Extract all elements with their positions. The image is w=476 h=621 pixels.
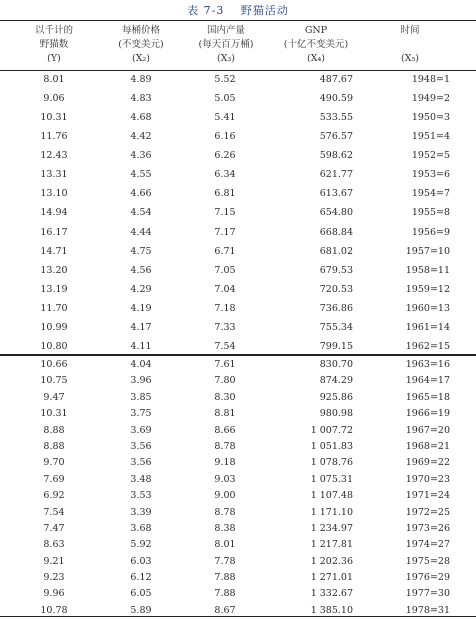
table-cell: 4.75 xyxy=(130,245,152,257)
table-cell: 576.57 xyxy=(319,131,353,143)
table-cell: 8.88 xyxy=(43,440,65,452)
table-cell: 3.85 xyxy=(130,391,152,403)
table-cell: 9.03 xyxy=(214,473,236,485)
table-cell: 3.96 xyxy=(130,375,152,387)
table-cell: 4.44 xyxy=(130,226,152,238)
table-cell: 4.04 xyxy=(130,359,152,370)
table-cell: 6.12 xyxy=(130,572,152,584)
table-cell: 7.33 xyxy=(214,321,236,333)
table-cell: 1964=17 xyxy=(405,375,450,387)
table-cell: 8.78 xyxy=(214,506,236,518)
table-cell: 755.34 xyxy=(319,321,353,333)
table-row xyxy=(0,586,476,602)
table-cell: 1952=5 xyxy=(411,150,450,162)
table-cell: 720.53 xyxy=(319,283,353,295)
table-cell: 533.55 xyxy=(319,112,353,124)
table-cell: 10.31 xyxy=(40,112,68,124)
table-cell: 7.47 xyxy=(43,522,65,534)
table-cell: 736.86 xyxy=(319,302,353,314)
table-cell: 10.75 xyxy=(40,375,68,387)
table-cell: 1956=9 xyxy=(411,226,450,238)
table-body-part1 xyxy=(0,70,476,356)
table-row xyxy=(0,455,476,471)
table-cell: 16.17 xyxy=(40,226,68,238)
table-cell: 1967=20 xyxy=(405,424,450,436)
table-cell: 3.69 xyxy=(130,424,152,436)
header-x5: 时间 (X₅) xyxy=(400,25,420,64)
table-cell: 13.10 xyxy=(40,188,68,200)
table-cell: 1953=6 xyxy=(411,169,450,181)
table-cell: 7.69 xyxy=(43,473,65,485)
table-cell: 490.59 xyxy=(319,93,353,105)
table-cell: 7.61 xyxy=(214,359,236,370)
table-row xyxy=(0,242,476,261)
table-cell: 598.62 xyxy=(319,150,353,162)
table-cell: 10.66 xyxy=(40,359,68,370)
table-cell: 1978=31 xyxy=(405,604,450,616)
table-cell: 9.96 xyxy=(43,588,65,600)
table-row xyxy=(0,184,476,203)
table-name: 野猫活动 xyxy=(240,4,289,17)
table-cell: 3.56 xyxy=(130,457,152,469)
table-cell: 1968=21 xyxy=(405,440,450,452)
table-cell: 1966=19 xyxy=(405,408,450,420)
header-x3: 国内产量 (每天百万桶) (X₃) xyxy=(198,25,254,64)
table-cell: 621.77 xyxy=(319,169,353,181)
table-row xyxy=(0,318,476,337)
table-row xyxy=(0,406,476,422)
table-cell: 1955=8 xyxy=(411,207,450,219)
table-cell: 1 332.67 xyxy=(310,588,353,600)
table-row xyxy=(0,357,476,373)
table-cell: 1971=24 xyxy=(405,490,450,502)
table-cell: 6.26 xyxy=(214,150,236,162)
table-cell: 1976=29 xyxy=(405,572,450,584)
table-cell: 1977=30 xyxy=(405,588,450,600)
table-cell: 1 171.10 xyxy=(310,506,353,518)
table-cell: 5.92 xyxy=(130,539,152,551)
table-cell: 14.71 xyxy=(40,245,68,257)
table-cell: 1 385.10 xyxy=(310,604,353,616)
table-cell: 8.30 xyxy=(214,391,236,403)
table-cell: 3.68 xyxy=(130,522,152,534)
table-cell: 7.15 xyxy=(214,207,236,219)
table-row xyxy=(0,261,476,280)
table-cell: 8.01 xyxy=(43,74,65,85)
table-row xyxy=(0,89,476,108)
table-row xyxy=(0,373,476,389)
table-cell: 1 271.01 xyxy=(310,572,353,584)
table-cell: 4.36 xyxy=(130,150,152,162)
table-cell: 7.88 xyxy=(214,572,236,584)
table-cell: 3.56 xyxy=(130,440,152,452)
table-cell: 4.19 xyxy=(130,302,152,314)
table-cell: 14.94 xyxy=(40,207,68,219)
table-row xyxy=(0,570,476,586)
table-cell: 799.15 xyxy=(319,340,353,352)
header-y: 以千计的 野猫数 (Y) xyxy=(34,25,73,64)
table-cell: 8.66 xyxy=(214,424,236,436)
table-cell: 7.05 xyxy=(214,264,236,276)
table-cell: 7.80 xyxy=(214,375,236,387)
table-cell: 7.54 xyxy=(214,340,236,352)
table-cell: 1970=23 xyxy=(405,473,450,485)
table-number: 表 7-3 xyxy=(187,4,225,17)
table-cell: 1 217.81 xyxy=(310,539,353,551)
table-cell: 6.34 xyxy=(214,169,236,181)
table-cell: 8.67 xyxy=(214,604,236,616)
table-cell: 4.11 xyxy=(130,340,152,352)
table-row xyxy=(0,146,476,165)
table-cell: 4.56 xyxy=(130,264,152,276)
bottom-rule xyxy=(0,616,476,617)
table-cell: 980.98 xyxy=(319,408,353,420)
table-cell: 1949=2 xyxy=(411,93,450,105)
table-row xyxy=(0,70,476,89)
table-cell: 1965=18 xyxy=(405,391,450,403)
table-row xyxy=(0,223,476,242)
table-cell: 7.54 xyxy=(43,506,65,518)
table-cell: 9.23 xyxy=(43,572,65,584)
table-cell: 5.41 xyxy=(214,112,236,124)
table-cell: 8.78 xyxy=(214,440,236,452)
table-row xyxy=(0,537,476,553)
table-cell: 12.43 xyxy=(40,150,68,162)
table-row xyxy=(0,554,476,570)
table-row xyxy=(0,423,476,439)
table-cell: 6.16 xyxy=(214,131,236,143)
table-cell: 4.83 xyxy=(130,93,152,105)
table-cell: 681.02 xyxy=(319,245,353,257)
table-cell: 7.78 xyxy=(214,555,236,567)
table-cell: 10.99 xyxy=(40,321,68,333)
table-cell: 6.05 xyxy=(130,588,152,600)
table-row xyxy=(0,505,476,521)
table-row xyxy=(0,472,476,488)
table-row xyxy=(0,203,476,222)
table-cell: 10.78 xyxy=(40,604,68,616)
table-cell: 668.84 xyxy=(319,226,353,238)
table-cell: 3.75 xyxy=(130,408,152,420)
table-cell: 6.92 xyxy=(43,490,65,502)
table-cell: 6.81 xyxy=(214,188,236,200)
table-cell: 1957=10 xyxy=(405,245,450,257)
table-cell: 10.31 xyxy=(40,408,68,420)
table-cell: 9.70 xyxy=(43,457,65,469)
header-x4: GNP (十亿不变美元) (X₄) xyxy=(283,25,349,64)
table-cell: 4.55 xyxy=(130,169,152,181)
table-row xyxy=(0,488,476,504)
table-cell: 1 202.36 xyxy=(310,555,353,567)
table-row xyxy=(0,390,476,406)
table-cell: 7.88 xyxy=(214,588,236,600)
table-row xyxy=(0,127,476,146)
table-cell: 9.06 xyxy=(43,93,65,105)
table-cell: 5.05 xyxy=(214,93,236,105)
table-cell: 9.18 xyxy=(214,457,236,469)
table-cell: 6.71 xyxy=(214,245,236,257)
table-cell: 679.53 xyxy=(319,264,353,276)
table-cell: 4.17 xyxy=(130,321,152,333)
table-cell: 1951=4 xyxy=(411,131,450,143)
table-cell: 1 075.31 xyxy=(310,473,353,485)
table-cell: 1954=7 xyxy=(411,188,450,200)
table-cell: 3.53 xyxy=(130,490,152,502)
table-row xyxy=(0,521,476,537)
table-cell: 1973=26 xyxy=(405,522,450,534)
table-cell: 4.29 xyxy=(130,283,152,295)
table-cell: 1959=12 xyxy=(405,283,450,295)
table-cell: 1972=25 xyxy=(405,506,450,518)
table-cell: 1 007.72 xyxy=(310,424,353,436)
table-cell: 5.89 xyxy=(130,604,152,616)
table-cell: 8.01 xyxy=(214,539,236,551)
table-cell: 9.00 xyxy=(214,490,236,502)
table-cell: 1962=15 xyxy=(405,340,450,352)
table-cell: 1 234.97 xyxy=(310,522,353,534)
table-cell: 1 078.76 xyxy=(310,457,353,469)
table-cell: 3.39 xyxy=(130,506,152,518)
table-cell: 1 051.83 xyxy=(310,440,353,452)
table-cell: 11.70 xyxy=(40,302,68,314)
table-cell: 654.80 xyxy=(319,207,353,219)
table-cell: 830.70 xyxy=(319,359,353,370)
table-cell: 7.17 xyxy=(214,226,236,238)
table-row xyxy=(0,439,476,455)
table-cell: 4.66 xyxy=(130,188,152,200)
header-x2: 每桶价格 (不变美元) (X₂) xyxy=(118,25,164,64)
table-row xyxy=(0,108,476,127)
table-cell: 9.21 xyxy=(43,555,65,567)
table-cell: 1963=16 xyxy=(405,359,450,370)
table-cell: 4.42 xyxy=(130,131,152,143)
section-divider xyxy=(0,354,476,356)
table-cell: 925.86 xyxy=(319,391,353,403)
table-cell: 3.48 xyxy=(130,473,152,485)
table-title xyxy=(0,2,476,18)
table-cell: 1958=11 xyxy=(405,264,450,276)
table-cell: 13.20 xyxy=(40,264,68,276)
table-cell: 1948=1 xyxy=(411,74,450,85)
top-rule xyxy=(0,20,476,21)
table-cell: 7.04 xyxy=(214,283,236,295)
table-cell: 613.67 xyxy=(319,188,353,200)
table-cell: 8.63 xyxy=(43,539,65,551)
table-cell: 1960=13 xyxy=(405,302,450,314)
table-cell: 1961=14 xyxy=(405,321,450,333)
table-row xyxy=(0,165,476,184)
table-cell: 11.76 xyxy=(40,131,68,143)
table-cell: 13.31 xyxy=(40,169,68,181)
table-cell: 4.54 xyxy=(130,207,152,219)
table-cell: 6.03 xyxy=(130,555,152,567)
table-row xyxy=(0,299,476,318)
table-cell: 8.38 xyxy=(214,522,236,534)
table-cell: 487.67 xyxy=(319,74,353,85)
table-cell: 8.81 xyxy=(214,408,236,420)
table-cell: 1950=3 xyxy=(411,112,450,124)
table-cell: 4.68 xyxy=(130,112,152,124)
table-cell: 1975=28 xyxy=(405,555,450,567)
table-body-part2 xyxy=(0,357,476,619)
table-cell: 1974=27 xyxy=(405,539,450,551)
table-row xyxy=(0,280,476,299)
table-cell: 1 107.48 xyxy=(310,490,353,502)
table-cell: 4.89 xyxy=(130,74,152,85)
table-cell: 9.47 xyxy=(43,391,65,403)
table-cell: 5.52 xyxy=(214,74,236,85)
table-cell: 10.80 xyxy=(40,340,68,352)
table-cell: 8.88 xyxy=(43,424,65,436)
table-cell: 1969=22 xyxy=(405,457,450,469)
table-cell: 13.19 xyxy=(40,283,68,295)
table-cell: 874.29 xyxy=(319,375,353,387)
table-cell: 7.18 xyxy=(214,302,236,314)
